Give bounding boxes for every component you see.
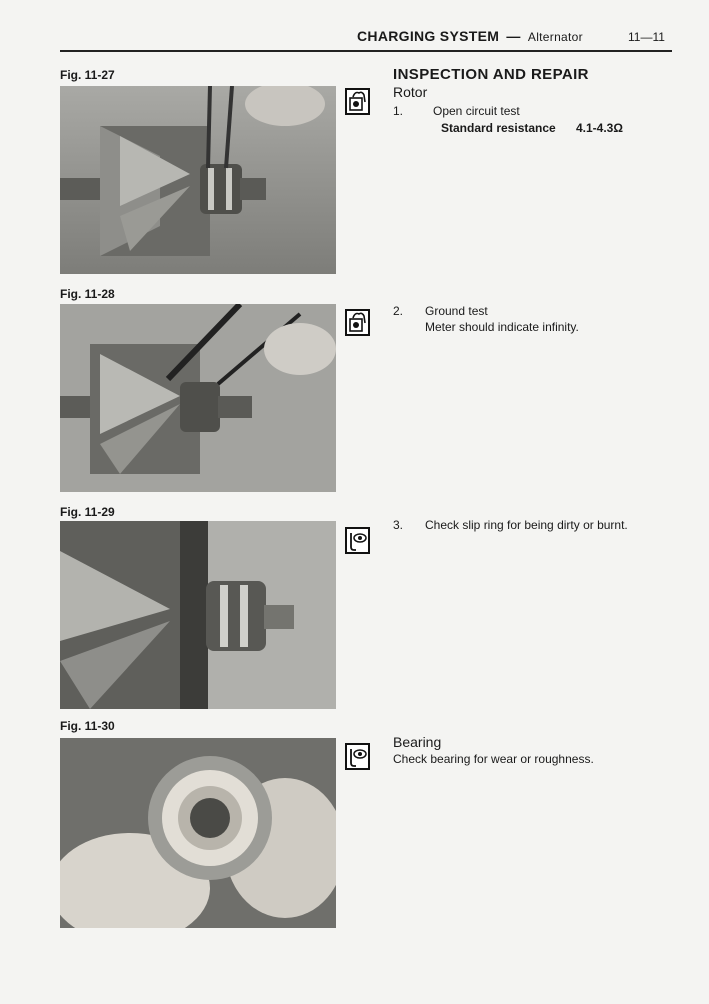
photo-rotor-open-circuit-test <box>60 86 336 274</box>
running-header <box>357 28 583 44</box>
hand-meter-icon <box>345 88 370 115</box>
page-number: 11—11 <box>628 30 665 44</box>
eye-inspect-icon <box>345 527 370 554</box>
photo-rotor-ground-test <box>60 304 336 492</box>
header-subsection: Alternator <box>527 30 583 44</box>
figure-label-11-27: Fig. 11-27 <box>60 68 115 82</box>
photo-bearing-inspection <box>60 738 336 928</box>
step2-number: 2. <box>393 304 404 318</box>
header-rule <box>60 50 672 52</box>
rotor-heading: Rotor <box>393 84 428 100</box>
step1-text: Open circuit test <box>433 104 520 118</box>
step1-number: 1. <box>393 104 404 118</box>
spec-value: 4.1-4.3Ω <box>576 121 623 135</box>
step2-detail: Meter should indicate infinity. <box>425 320 579 334</box>
bearing-heading: Bearing <box>393 734 442 750</box>
step2-text: Ground test <box>425 304 488 318</box>
figure-label-11-30: Fig. 11-30 <box>60 719 115 733</box>
step3-number: 3. <box>393 518 404 532</box>
hand-meter-icon <box>345 309 370 336</box>
spec-label: Standard resistance <box>441 121 556 135</box>
photo-slip-ring-inspection <box>60 521 336 709</box>
bearing-text: Check bearing for wear or roughness. <box>393 752 594 766</box>
eye-inspect-icon <box>345 743 370 770</box>
figure-label-11-29: Fig. 11-29 <box>60 505 115 519</box>
step3-text: Check slip ring for being dirty or burnt. <box>425 518 628 532</box>
section-title: INSPECTION AND REPAIR <box>393 66 589 83</box>
figure-label-11-28: Fig. 11-28 <box>60 287 115 301</box>
header-section: CHARGING SYSTEM <box>357 28 500 44</box>
header-separator: — <box>506 28 521 44</box>
